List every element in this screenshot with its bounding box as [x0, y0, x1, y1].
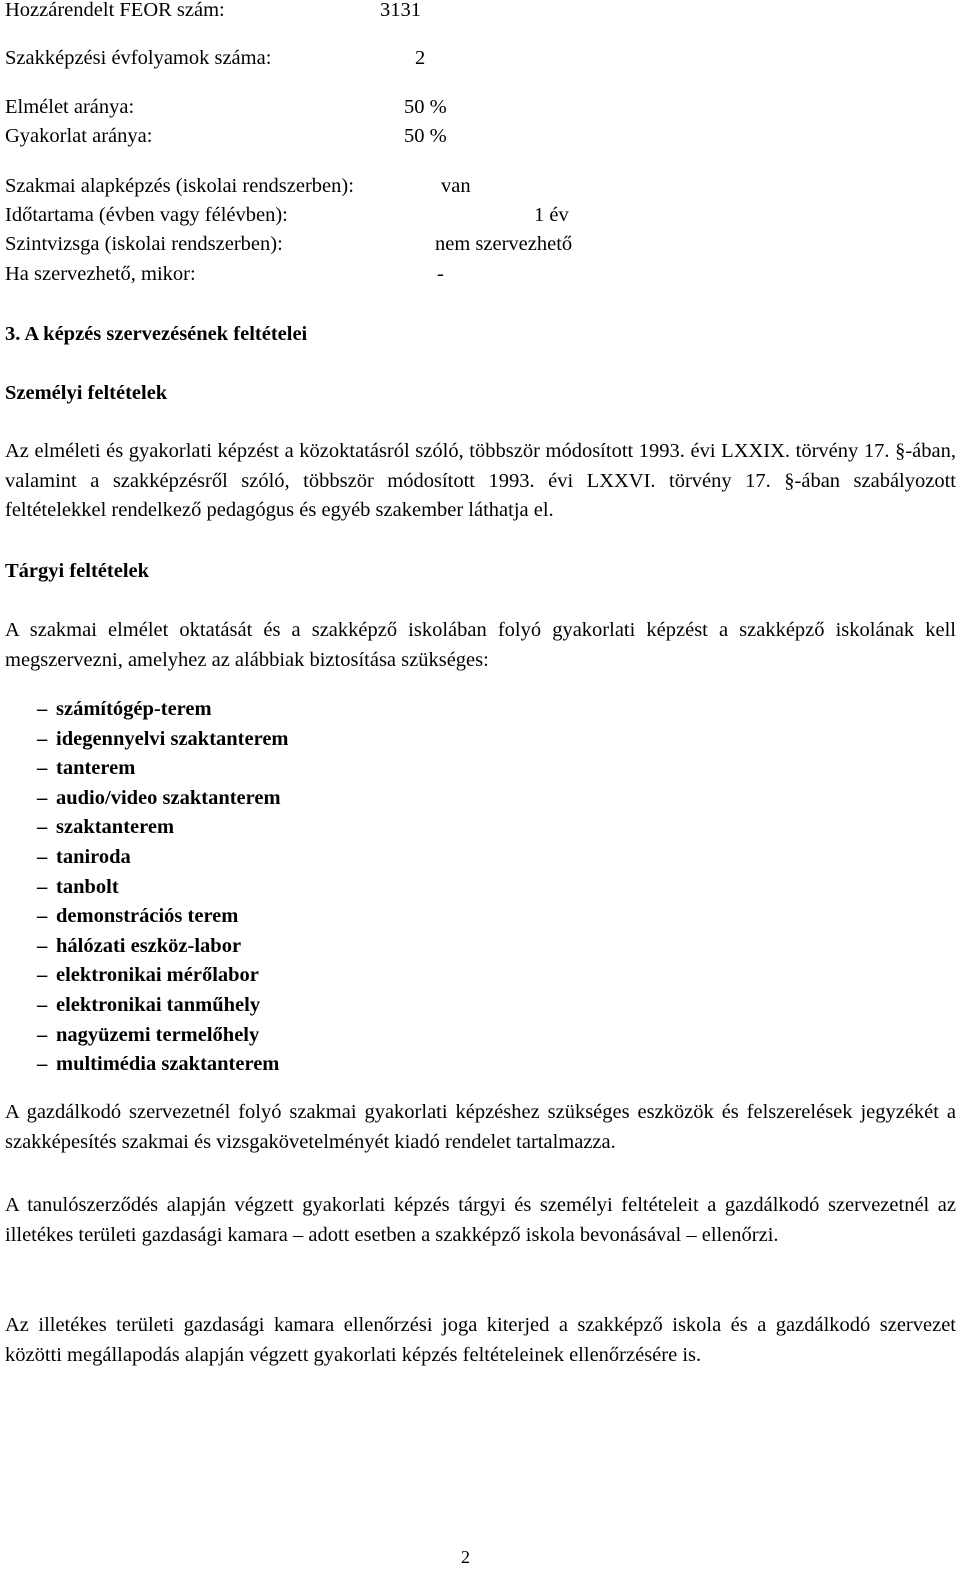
practice-value: 50 % [404, 125, 447, 147]
duration-value: 1 év [534, 204, 569, 226]
theory-value: 50 % [404, 96, 447, 118]
duration-label: Időtartama (évben vagy félévben): [5, 204, 288, 226]
apprenticeship-paragraph: A tanulószerződés alapján végzett gyakorlati képzés tárgyi és személyi feltételeit a gazdálkodó szervezetnél az illetékes területi gazdasági kamara – adott esetben a szakképző iskola bevonásával – ellenőrzi. [5, 1194, 956, 1246]
personal-conditions-text: Az elméleti és gyakorlati képzést a közoktatásról szóló, többször módosított 1993. évi LXXIX. törvény 17. §-ában, valamint a szakképzésről szóló, többször módosított 1993. évi LXXVI. törvény 17. §-ában szabályozott feltételekkel rendelkező pedagógus és egyéb szakember láthatja el. [5, 440, 956, 521]
dash: – [37, 934, 48, 957]
dash: – [37, 727, 48, 750]
list-item: – elektronikai tanműhely [37, 991, 289, 1021]
list-item: – tanbolt [37, 873, 289, 903]
dash: – [37, 1053, 48, 1076]
list-item: – számítógép-terem [37, 695, 289, 725]
dash: – [37, 845, 48, 868]
dash: – [37, 993, 48, 1016]
equipment-paragraph: A gazdálkodó szervezetnél folyó szakmai gyakorlati képzéshez szükséges eszközök és felszerelések jegyzékét a szakképesítés szakmai és vizsgakövetelményét kiadó rendelet tartalmazza. [5, 1101, 956, 1153]
dash: – [37, 698, 48, 720]
list-item: – tanterem [37, 754, 289, 784]
list-item: – hálózati eszköz-labor [37, 932, 289, 962]
level-exam-label: Szintvizsga (iskolai rendszerben): [5, 233, 283, 255]
practice-label: Gyakorlat aránya: [5, 125, 153, 147]
dash: – [37, 786, 48, 809]
material-conditions-heading: Tárgyi feltételek [5, 560, 150, 582]
dash: – [37, 816, 48, 839]
basic-training-label: Szakmai alapképzés (iskolai rendszerben): [5, 175, 354, 197]
when-value: - [437, 263, 444, 285]
requirements-list [37, 695, 289, 1080]
dash: – [37, 905, 48, 928]
years-value: 2 [415, 47, 426, 69]
feor-value: 3131 [380, 0, 421, 21]
list-item: – demonstrációs terem [37, 902, 289, 932]
dash: – [37, 964, 48, 987]
dash: – [37, 1023, 48, 1046]
dash: – [37, 875, 48, 898]
page-number: 2 [461, 1547, 470, 1567]
list-item: – elektronikai mérőlabor [37, 961, 289, 991]
section-heading: 3. A képzés szervezésének feltételei [5, 323, 308, 345]
feor-label: Hozzárendelt FEOR szám: [5, 0, 225, 21]
material-conditions-text: A szakmai elmélet oktatását és a szakképző iskolában folyó gyakorlati képzést a szakképző iskolának kell megszervezni, amelyhez az alábbiak biztosítása szükséges: [5, 619, 956, 671]
list-item: – nagyüzemi termelőhely [37, 1021, 289, 1051]
dash: – [37, 757, 48, 780]
list-item: – idegennyelvi szaktanterem [37, 725, 289, 755]
list-item: – multimédia szaktanterem [37, 1050, 289, 1080]
chamber-paragraph: Az illetékes területi gazdasági kamara ellenőrzési joga kiterjed a szakképző iskola és a gazdálkodó szervezet közötti megállapodás alapján végzett gyakorlati képzés feltételeinek ellenőrzésére is. [5, 1314, 956, 1366]
personal-conditions-heading: Személyi feltételek [5, 382, 168, 404]
years-label: Szakképzési évfolyamok száma: [5, 47, 272, 69]
list-item: – audio/video szaktanterem [37, 784, 289, 814]
list-item: – szaktanterem [37, 813, 289, 843]
level-exam-value: nem szervezhető [435, 233, 573, 255]
theory-label: Elmélet aránya: [5, 96, 135, 118]
basic-training-value: van [441, 175, 471, 197]
when-label: Ha szervezhető, mikor: [5, 263, 196, 285]
list-item: – taniroda [37, 843, 289, 873]
